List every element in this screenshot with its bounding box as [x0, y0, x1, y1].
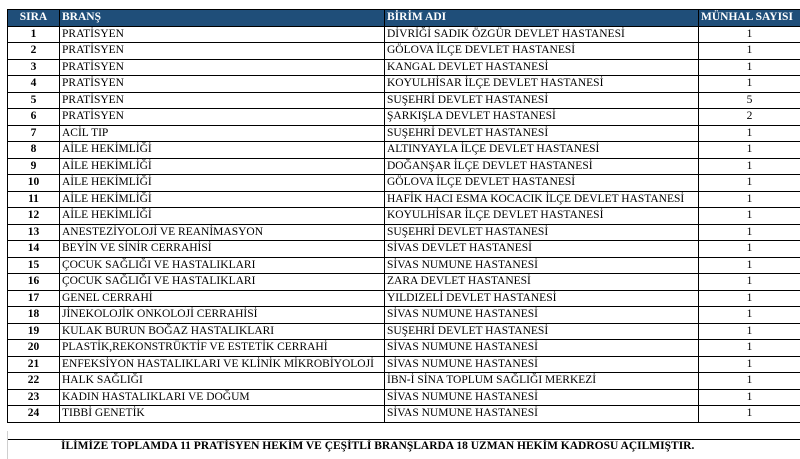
cell-munhal: 1 [699, 356, 800, 373]
cell-brans: PRATİSYEN [60, 26, 385, 43]
cell-birim: DİVRİĞİ SADIK ÖZGÜR DEVLET HASTANESİ [385, 26, 699, 43]
cell-brans: AİLE HEKİMLİĞİ [60, 142, 385, 159]
spacer-cell [699, 422, 800, 439]
cell-sira: 12 [8, 208, 60, 225]
cell-brans: JİNEKOLOJİK ONKOLOJİ CERRAHİSİ [60, 307, 385, 324]
cell-birim: YILDIZELİ DEVLET HASTANESİ [385, 290, 699, 307]
cell-sira: 7 [8, 125, 60, 142]
cell-brans: AİLE HEKİMLİĞİ [60, 191, 385, 208]
cell-birim: KOYULHİSAR İLÇE DEVLET HASTANESİ [385, 208, 699, 225]
cell-brans: ANESTEZİYOLOJİ VE REANİMASYON [60, 224, 385, 241]
cell-birim: SUŞEHRİ DEVLET HASTANESİ [385, 125, 699, 142]
cell-brans: PRATİSYEN [60, 59, 385, 76]
cell-birim: SİVAS NUMUNE HASTANESİ [385, 257, 699, 274]
cell-brans: ENFEKSİYON HASTALIKLARI VE KLİNİK MİKROBİYOLOJİ [60, 356, 385, 373]
table-body [8, 26, 800, 439]
footer-note: İLİMİZE TOPLAMDA 11 PRATİSYEN HEKİM VE ÇEŞİTLİ BRANŞLARDA 18 UZMAN HEKİM KADROSU AÇILMIŞTIR. [61, 440, 695, 452]
cell-sira: 6 [8, 109, 60, 126]
table-row [8, 125, 800, 142]
cell-brans: AİLE HEKİMLİĞİ [60, 208, 385, 225]
table-row [8, 323, 800, 340]
table-row [8, 208, 800, 225]
cell-birim: ŞARKIŞLA DEVLET HASTANESİ [385, 109, 699, 126]
cell-sira: 2 [8, 43, 60, 60]
cell-munhal: 1 [699, 208, 800, 225]
cell-sira: 14 [8, 241, 60, 258]
table-row [8, 389, 800, 406]
cell-munhal: 1 [699, 191, 800, 208]
spacer-cell [60, 422, 385, 439]
header-row [8, 10, 800, 27]
cell-munhal: 1 [699, 142, 800, 159]
cell-sira: 8 [8, 142, 60, 159]
table-row [8, 241, 800, 258]
cell-brans: PRATİSYEN [60, 92, 385, 109]
cell-birim: SİVAS NUMUNE HASTANESİ [385, 307, 699, 324]
table-row [8, 340, 800, 357]
cell-brans: BEYİN VE SİNİR CERRAHİSİ [60, 241, 385, 258]
cell-birim: ALTINYAYLA İLÇE DEVLET HASTANESİ [385, 142, 699, 159]
table-row [8, 373, 800, 390]
cell-munhal: 2 [699, 109, 800, 126]
table-row [8, 224, 800, 241]
table-row [8, 191, 800, 208]
table-row [8, 26, 800, 43]
cell-munhal: 1 [699, 307, 800, 324]
cell-brans: HALK SAĞLIĞI [60, 373, 385, 390]
cell-munhal: 1 [699, 76, 800, 93]
cell-brans: AİLE HEKİMLİĞİ [60, 175, 385, 192]
table-row [8, 175, 800, 192]
cell-birim: DOĞANŞAR İLÇE DEVLET HASTANESİ [385, 158, 699, 175]
cell-birim: İBN-İ SİNA TOPLUM SAĞLIĞI MERKEZİ [385, 373, 699, 390]
cell-sira: 13 [8, 224, 60, 241]
cell-birim: KOYULHİSAR İLÇE DEVLET HASTANESİ [385, 76, 699, 93]
cell-sira: 15 [8, 257, 60, 274]
cell-sira: 20 [8, 340, 60, 357]
cell-birim: SİVAS DEVLET HASTANESİ [385, 241, 699, 258]
cell-brans: KULAK BURUN BOĞAZ HASTALIKLARI [60, 323, 385, 340]
table-row [8, 406, 800, 423]
table-header [8, 10, 800, 27]
cell-munhal: 1 [699, 125, 800, 142]
cell-birim: SİVAS NUMUNE HASTANESİ [385, 406, 699, 423]
spacer-row [8, 422, 800, 439]
cell-munhal: 1 [699, 323, 800, 340]
table-row [8, 142, 800, 159]
header-sira: SIRA [8, 10, 60, 27]
cell-sira: 19 [8, 323, 60, 340]
cell-munhal: 1 [699, 340, 800, 357]
cell-sira: 16 [8, 274, 60, 291]
table-row [8, 43, 800, 60]
table-row [8, 158, 800, 175]
header-munhal: MÜNHAL SAYISI [699, 10, 800, 27]
spacer-cell [8, 422, 60, 439]
cell-birim: ZARA DEVLET HASTANESİ [385, 274, 699, 291]
cell-brans: GENEL CERRAHİ [60, 290, 385, 307]
cell-brans: PRATİSYEN [60, 76, 385, 93]
cell-brans: PRATİSYEN [60, 43, 385, 60]
cell-sira: 9 [8, 158, 60, 175]
cell-sira: 1 [8, 26, 60, 43]
cell-sira: 17 [8, 290, 60, 307]
cell-munhal: 1 [699, 406, 800, 423]
cell-birim: SUŞEHRİ DEVLET HASTANESİ [385, 92, 699, 109]
cell-munhal: 1 [699, 257, 800, 274]
cell-birim: SİVAS NUMUNE HASTANESİ [385, 356, 699, 373]
table-row [8, 76, 800, 93]
cell-munhal: 1 [699, 224, 800, 241]
cell-brans: ÇOCUK SAĞLIĞI VE HASTALIKLARI [60, 257, 385, 274]
cell-brans: ÇOCUK SAĞLIĞI VE HASTALIKLARI [60, 274, 385, 291]
cell-sira: 18 [8, 307, 60, 324]
cell-sira: 24 [8, 406, 60, 423]
cell-sira: 5 [8, 92, 60, 109]
cell-sira: 10 [8, 175, 60, 192]
cell-munhal: 5 [699, 92, 800, 109]
cell-birim: SİVAS NUMUNE HASTANESİ [385, 340, 699, 357]
cell-birim: KANGAL DEVLET HASTANESİ [385, 59, 699, 76]
table-row [8, 109, 800, 126]
cell-sira: 22 [8, 373, 60, 390]
cell-birim: HAFİK HACI ESMA KOCACIK İLÇE DEVLET HASTANESİ [385, 191, 699, 208]
cell-munhal: 1 [699, 26, 800, 43]
cell-birim: SUŞEHRİ DEVLET HASTANESİ [385, 323, 699, 340]
cell-brans: ACİL TIP [60, 125, 385, 142]
table-row [8, 290, 800, 307]
table-row [8, 274, 800, 291]
cell-birim: GÖLOVA İLÇE DEVLET HASTANESİ [385, 175, 699, 192]
cell-munhal: 1 [699, 373, 800, 390]
left-border [7, 431, 8, 459]
cell-sira: 21 [8, 356, 60, 373]
table-row [8, 59, 800, 76]
cell-munhal: 1 [699, 241, 800, 258]
cell-birim: SİVAS NUMUNE HASTANESİ [385, 389, 699, 406]
cell-brans: PLASTİK,REKONSTRÜKTİF VE ESTETİK CERRAHİ [60, 340, 385, 357]
cell-brans: AİLE HEKİMLİĞİ [60, 158, 385, 175]
cell-munhal: 1 [699, 43, 800, 60]
cell-munhal: 1 [699, 175, 800, 192]
header-brans: BRANŞ [60, 10, 385, 27]
cell-birim: SUŞEHRİ DEVLET HASTANESİ [385, 224, 699, 241]
cell-munhal: 1 [699, 158, 800, 175]
cell-sira: 4 [8, 76, 60, 93]
cell-sira: 23 [8, 389, 60, 406]
cell-birim: GÖLOVA İLÇE DEVLET HASTANESİ [385, 43, 699, 60]
cell-brans: KADIN HASTALIKLARI VE DOĞUM [60, 389, 385, 406]
cell-munhal: 1 [699, 274, 800, 291]
spacer-cell [385, 422, 699, 439]
vacancy-table [7, 9, 800, 440]
cell-munhal: 1 [699, 59, 800, 76]
cell-munhal: 1 [699, 290, 800, 307]
cell-sira: 11 [8, 191, 60, 208]
cell-munhal: 1 [699, 389, 800, 406]
table-row [8, 92, 800, 109]
cell-brans: PRATİSYEN [60, 109, 385, 126]
cell-brans: TIBBİ GENETİK [60, 406, 385, 423]
table-row [8, 356, 800, 373]
cell-sira: 3 [8, 59, 60, 76]
table-row [8, 257, 800, 274]
header-birim: BİRİM ADI [385, 10, 699, 27]
table-row [8, 307, 800, 324]
